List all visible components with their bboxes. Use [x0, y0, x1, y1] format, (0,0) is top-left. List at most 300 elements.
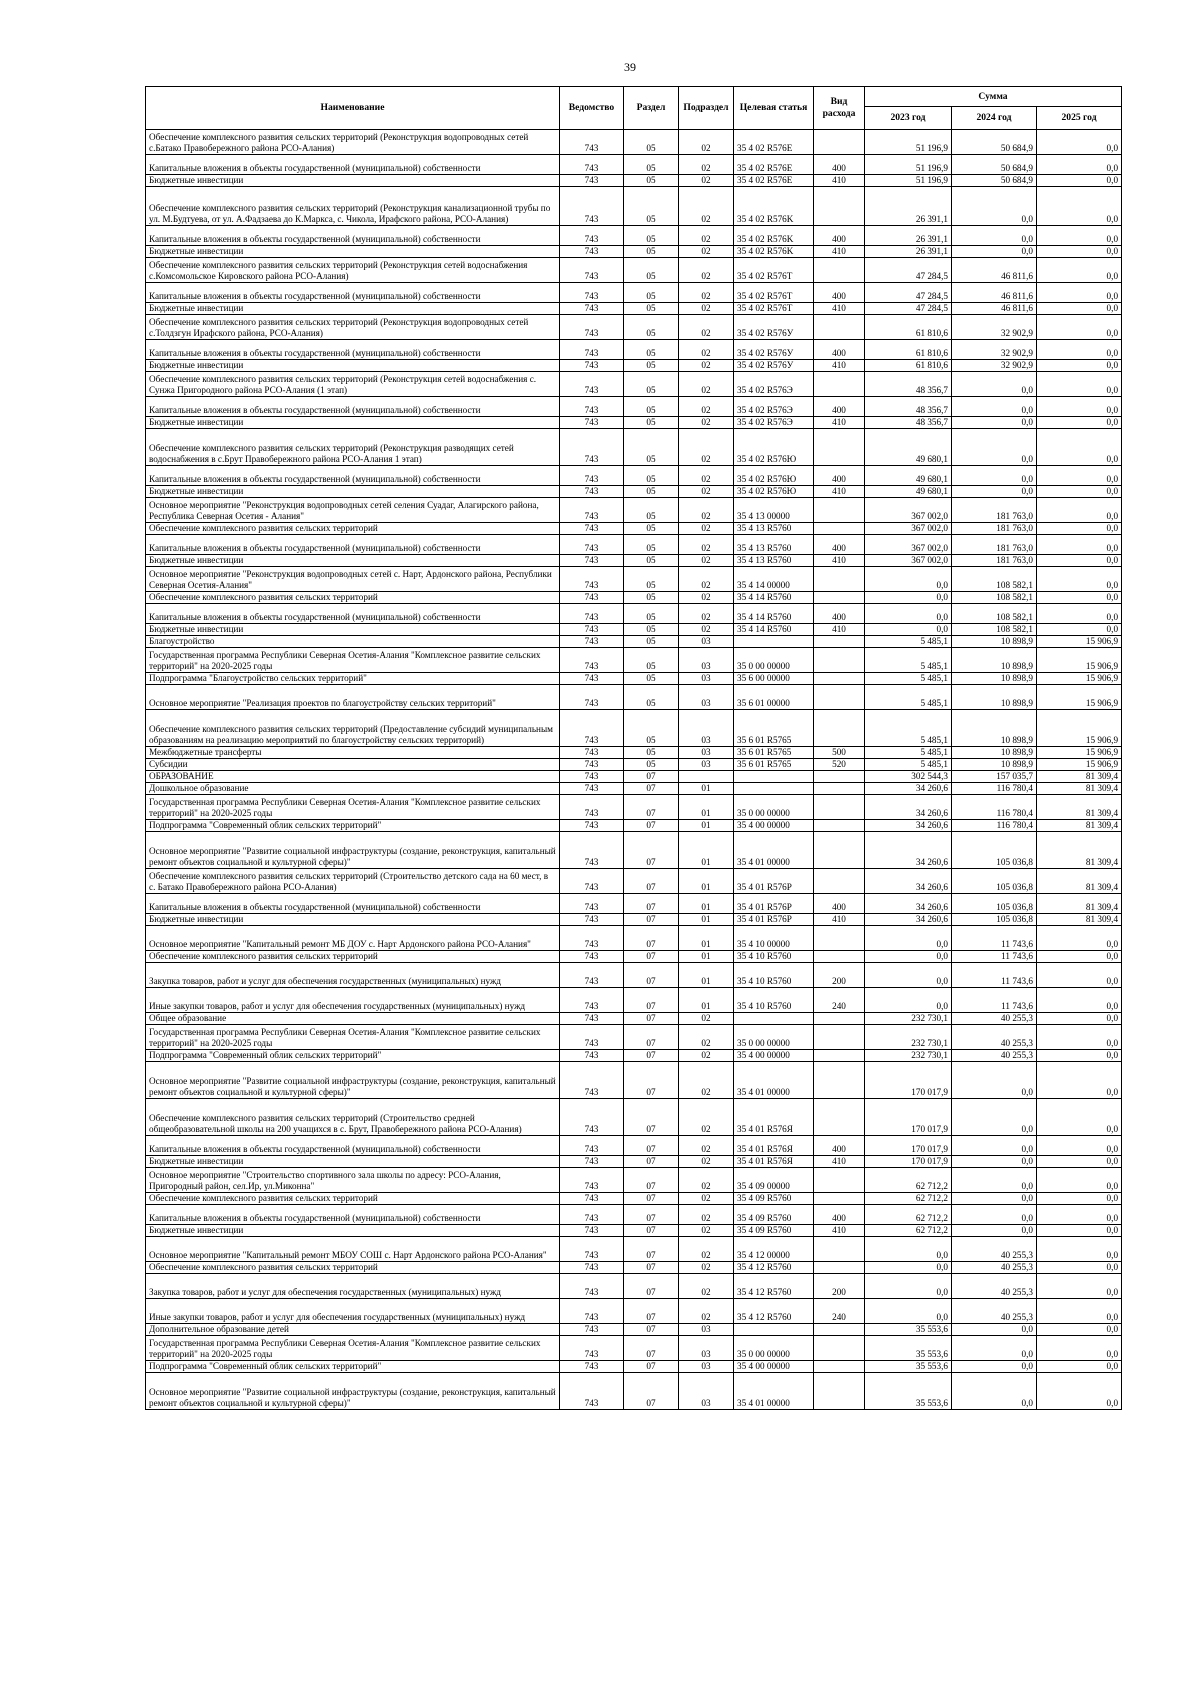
row-podrazdel: 02: [679, 523, 734, 535]
row-csr: 35 4 02 R576Э: [734, 417, 814, 429]
header-name: Наименование: [146, 87, 560, 130]
row-podrazdel: 01: [679, 832, 734, 869]
row-csr: 35 4 12 R5760: [734, 1262, 814, 1274]
row-2024: 50 684,9: [952, 175, 1037, 187]
row-name: Основное мероприятие "Развитие социальной инфраструктуры (создание, реконструкция, капитальный ремонт объектов социальной и культурной сферы)": [146, 1373, 560, 1410]
row-2025: 0,0: [1037, 1099, 1122, 1136]
row-name: Основное мероприятие "Развитие социальной инфраструктуры (создание, реконструкция, капитальный ремонт объектов социальной и культурной сферы)": [146, 1062, 560, 1099]
row-2023: 5 485,1: [865, 759, 952, 771]
row-csr: 35 4 02 R576T: [734, 258, 814, 283]
row-csr: 35 4 09 R5760: [734, 1205, 814, 1225]
row-ved: 743: [560, 1274, 624, 1299]
row-podrazdel: 02: [679, 155, 734, 175]
row-2025: 81 309,4: [1037, 795, 1122, 820]
row-2023: 0,0: [865, 988, 952, 1013]
row-name: Обеспечение комплексного развития сельских территорий: [146, 523, 560, 535]
row-ved: 743: [560, 360, 624, 372]
row-vid: [814, 429, 865, 466]
row-2025: 15 906,9: [1037, 747, 1122, 759]
row-2023: 62 712,2: [865, 1168, 952, 1193]
row-2023: 62 712,2: [865, 1225, 952, 1237]
row-razdel: 07: [624, 1193, 679, 1205]
row-razdel: 05: [624, 303, 679, 315]
row-2024: 40 255,3: [952, 1274, 1037, 1299]
row-podrazdel: 02: [679, 1205, 734, 1225]
row-ved: 743: [560, 759, 624, 771]
row-csr: 35 4 00 00000: [734, 820, 814, 832]
row-ved: 743: [560, 624, 624, 636]
row-2023: 170 017,9: [865, 1136, 952, 1156]
row-razdel: 07: [624, 1373, 679, 1410]
row-vid: [814, 648, 865, 673]
row-name: Бюджетные инвестиции: [146, 1225, 560, 1237]
row-2023: 35 553,6: [865, 1373, 952, 1410]
table-row: [146, 1050, 1122, 1062]
row-ved: 743: [560, 372, 624, 397]
row-podrazdel: 01: [679, 820, 734, 832]
row-2023: 5 485,1: [865, 685, 952, 710]
row-2025: 0,0: [1037, 604, 1122, 624]
row-razdel: 05: [624, 555, 679, 567]
row-2024: 10 898,9: [952, 747, 1037, 759]
header-ved: Ведомство: [560, 87, 624, 130]
row-podrazdel: 02: [679, 429, 734, 466]
row-2025: 81 309,4: [1037, 894, 1122, 914]
row-name: Государственная программа Республики Северная Осетия-Алания "Комплексное развитие сельских территорий" на 2020-2025 годы: [146, 1025, 560, 1050]
table-row: [146, 963, 1122, 988]
row-2025: 0,0: [1037, 360, 1122, 372]
table-row: [146, 592, 1122, 604]
row-name: Подпрограмма "Современный облик сельских территорий": [146, 1361, 560, 1373]
row-ved: 743: [560, 130, 624, 155]
row-vid: [814, 567, 865, 592]
table-row: [146, 951, 1122, 963]
row-podrazdel: 02: [679, 1025, 734, 1050]
table-row: [146, 1262, 1122, 1274]
row-name: Основное мероприятие "Развитие социальной инфраструктуры (создание, реконструкция, капитальный ремонт объектов социальной и культурной сферы)": [146, 832, 560, 869]
row-razdel: 05: [624, 685, 679, 710]
row-podrazdel: 02: [679, 1274, 734, 1299]
row-vid: 410: [814, 1156, 865, 1168]
row-vid: [814, 1193, 865, 1205]
row-name: Бюджетные инвестиции: [146, 360, 560, 372]
row-podrazdel: 03: [679, 1361, 734, 1373]
row-2025: 0,0: [1037, 567, 1122, 592]
row-2023: 26 391,1: [865, 226, 952, 246]
row-2023: 49 680,1: [865, 429, 952, 466]
row-vid: [814, 1168, 865, 1193]
row-razdel: 05: [624, 429, 679, 466]
row-2024: 11 743,6: [952, 926, 1037, 951]
row-2025: 0,0: [1037, 926, 1122, 951]
row-razdel: 07: [624, 869, 679, 894]
row-csr: 35 4 02 R576У: [734, 315, 814, 340]
row-2024: 0,0: [952, 1373, 1037, 1410]
row-2025: 0,0: [1037, 1136, 1122, 1156]
row-2025: 0,0: [1037, 555, 1122, 567]
table-row: [146, 1136, 1122, 1156]
row-2025: 0,0: [1037, 1237, 1122, 1262]
row-2023: 0,0: [865, 963, 952, 988]
row-2025: 0,0: [1037, 988, 1122, 1013]
row-2024: 0,0: [952, 226, 1037, 246]
row-ved: 743: [560, 1262, 624, 1274]
row-ved: 743: [560, 303, 624, 315]
row-vid: [814, 1237, 865, 1262]
table-row: [146, 567, 1122, 592]
row-ved: 743: [560, 648, 624, 673]
row-2023: 51 196,9: [865, 155, 952, 175]
table-row: [146, 1062, 1122, 1099]
row-2025: 0,0: [1037, 187, 1122, 226]
row-2023: 0,0: [865, 1299, 952, 1324]
row-2025: 0,0: [1037, 246, 1122, 258]
row-name: Закупка товаров, работ и услуг для обеспечения государственных (муниципальных) нужд: [146, 1274, 560, 1299]
row-name: ОБРАЗОВАНИЕ: [146, 771, 560, 783]
row-2023: 35 553,6: [865, 1336, 952, 1361]
table-row: [146, 1324, 1122, 1336]
row-csr: [734, 783, 814, 795]
row-2024: 40 255,3: [952, 1262, 1037, 1274]
row-ved: 743: [560, 1136, 624, 1156]
row-podrazdel: 02: [679, 283, 734, 303]
table-row: [146, 523, 1122, 535]
row-vid: 410: [814, 1225, 865, 1237]
row-name: Иные закупки товаров, работ и услуг для обеспечения государственных (муниципальных) нужд: [146, 988, 560, 1013]
row-2023: 62 712,2: [865, 1193, 952, 1205]
table-row: [146, 926, 1122, 951]
row-razdel: 05: [624, 175, 679, 187]
row-ved: 743: [560, 1099, 624, 1136]
row-2023: 302 544,3: [865, 771, 952, 783]
row-podrazdel: 02: [679, 1099, 734, 1136]
row-csr: 35 4 01 00000: [734, 1062, 814, 1099]
row-2023: 0,0: [865, 1262, 952, 1274]
row-vid: [814, 710, 865, 747]
row-2025: 0,0: [1037, 372, 1122, 397]
row-csr: 35 4 01 00000: [734, 1373, 814, 1410]
row-razdel: 07: [624, 894, 679, 914]
row-vid: [814, 372, 865, 397]
row-podrazdel: 02: [679, 130, 734, 155]
row-razdel: 05: [624, 523, 679, 535]
row-podrazdel: 02: [679, 1225, 734, 1237]
row-2024: 116 780,4: [952, 820, 1037, 832]
row-2023: 61 810,6: [865, 315, 952, 340]
table-row: [146, 246, 1122, 258]
row-2024: 46 811,6: [952, 303, 1037, 315]
table-row: [146, 1361, 1122, 1373]
table-row: [146, 283, 1122, 303]
table-row: [146, 988, 1122, 1013]
row-2023: 26 391,1: [865, 246, 952, 258]
table-row: [146, 555, 1122, 567]
row-ved: 743: [560, 894, 624, 914]
row-2023: 34 260,6: [865, 894, 952, 914]
row-ved: 743: [560, 820, 624, 832]
row-vid: 410: [814, 624, 865, 636]
row-csr: 35 4 10 R5760: [734, 988, 814, 1013]
row-csr: 35 0 00 00000: [734, 1336, 814, 1361]
table-row: [146, 486, 1122, 498]
row-2024: 181 763,0: [952, 535, 1037, 555]
row-2023: 5 485,1: [865, 636, 952, 648]
row-2025: 15 906,9: [1037, 759, 1122, 771]
table-row: [146, 372, 1122, 397]
header-2024: 2024 год: [952, 107, 1037, 130]
header-csr: Целевая статья: [734, 87, 814, 130]
row-2023: 170 017,9: [865, 1156, 952, 1168]
row-2024: 181 763,0: [952, 498, 1037, 523]
row-razdel: 07: [624, 1013, 679, 1025]
row-razdel: 05: [624, 673, 679, 685]
row-ved: 743: [560, 673, 624, 685]
row-2025: 0,0: [1037, 175, 1122, 187]
table-row: [146, 795, 1122, 820]
row-2025: 15 906,9: [1037, 685, 1122, 710]
row-2024: 0,0: [952, 1225, 1037, 1237]
row-2023: 5 485,1: [865, 673, 952, 685]
row-vid: 410: [814, 175, 865, 187]
row-podrazdel: 01: [679, 894, 734, 914]
row-razdel: 07: [624, 926, 679, 951]
row-razdel: 05: [624, 624, 679, 636]
row-ved: 743: [560, 636, 624, 648]
row-razdel: 07: [624, 1299, 679, 1324]
row-vid: [814, 673, 865, 685]
row-ved: 743: [560, 747, 624, 759]
row-2024: 40 255,3: [952, 1237, 1037, 1262]
row-name: Иные закупки товаров, работ и услуг для обеспечения государственных (муниципальных) нужд: [146, 1299, 560, 1324]
row-ved: 743: [560, 555, 624, 567]
row-2025: 81 309,4: [1037, 820, 1122, 832]
row-2023: 367 002,0: [865, 498, 952, 523]
row-name: Капитальные вложения в объекты государственной (муниципальной) собственности: [146, 283, 560, 303]
row-name: Капитальные вложения в объекты государственной (муниципальной) собственности: [146, 1205, 560, 1225]
table-row: [146, 869, 1122, 894]
row-vid: [814, 926, 865, 951]
row-podrazdel: 02: [679, 1013, 734, 1025]
row-ved: 743: [560, 1336, 624, 1361]
row-ved: 743: [560, 1237, 624, 1262]
row-podrazdel: 03: [679, 648, 734, 673]
table-row: [146, 226, 1122, 246]
row-2023: 0,0: [865, 926, 952, 951]
row-podrazdel: 01: [679, 869, 734, 894]
row-csr: 35 4 10 R5760: [734, 963, 814, 988]
row-razdel: 07: [624, 1336, 679, 1361]
row-2024: 10 898,9: [952, 648, 1037, 673]
row-ved: 743: [560, 1205, 624, 1225]
row-razdel: 07: [624, 1274, 679, 1299]
row-2025: 0,0: [1037, 963, 1122, 988]
row-csr: 35 4 09 00000: [734, 1168, 814, 1193]
row-2025: 0,0: [1037, 1262, 1122, 1274]
row-2025: 15 906,9: [1037, 673, 1122, 685]
row-name: Государственная программа Республики Северная Осетия-Алания "Комплексное развитие сельских территорий" на 2020-2025 годы: [146, 648, 560, 673]
table-row: [146, 130, 1122, 155]
row-podrazdel: 01: [679, 951, 734, 963]
row-2024: 50 684,9: [952, 130, 1037, 155]
row-podrazdel: 02: [679, 1299, 734, 1324]
row-ved: 743: [560, 1225, 624, 1237]
row-2023: 47 284,5: [865, 283, 952, 303]
row-2024: 0,0: [952, 1361, 1037, 1373]
row-2024: 108 582,1: [952, 567, 1037, 592]
row-2023: 47 284,5: [865, 258, 952, 283]
row-csr: 35 4 02 R576Э: [734, 397, 814, 417]
row-name: Капитальные вложения в объекты государственной (муниципальной) собственности: [146, 226, 560, 246]
row-vid: [814, 130, 865, 155]
row-name: Бюджетные инвестиции: [146, 303, 560, 315]
row-ved: 743: [560, 771, 624, 783]
row-csr: 35 4 02 R576T: [734, 303, 814, 315]
row-2023: 0,0: [865, 624, 952, 636]
table-row: [146, 648, 1122, 673]
row-2025: 0,0: [1037, 397, 1122, 417]
row-ved: 743: [560, 951, 624, 963]
row-csr: 35 4 02 R576K: [734, 187, 814, 226]
row-name: Дополнительное образование детей: [146, 1324, 560, 1336]
row-2024: 108 582,1: [952, 592, 1037, 604]
row-name: Бюджетные инвестиции: [146, 624, 560, 636]
row-razdel: 07: [624, 1168, 679, 1193]
row-podrazdel: 02: [679, 258, 734, 283]
row-vid: 400: [814, 1136, 865, 1156]
table-row: [146, 187, 1122, 226]
row-2025: 15 906,9: [1037, 636, 1122, 648]
row-vid: 410: [814, 417, 865, 429]
table-row: [146, 604, 1122, 624]
row-2023: 232 730,1: [865, 1050, 952, 1062]
row-2024: 40 255,3: [952, 1299, 1037, 1324]
row-podrazdel: 02: [679, 1262, 734, 1274]
row-ved: 743: [560, 523, 624, 535]
row-vid: [814, 592, 865, 604]
row-2023: 62 712,2: [865, 1205, 952, 1225]
row-ved: 743: [560, 315, 624, 340]
row-vid: 410: [814, 360, 865, 372]
row-csr: 35 6 01 00000: [734, 685, 814, 710]
row-ved: 743: [560, 1013, 624, 1025]
table-row: [146, 258, 1122, 283]
row-2025: 0,0: [1037, 951, 1122, 963]
row-csr: 35 4 00 00000: [734, 1050, 814, 1062]
row-razdel: 07: [624, 1225, 679, 1237]
row-vid: [814, 1262, 865, 1274]
row-vid: [814, 771, 865, 783]
table-row: [146, 1025, 1122, 1050]
row-2023: 232 730,1: [865, 1025, 952, 1050]
row-2024: 0,0: [952, 1136, 1037, 1156]
row-vid: 200: [814, 963, 865, 988]
row-vid: [814, 498, 865, 523]
row-podrazdel: 02: [679, 246, 734, 258]
row-vid: 410: [814, 303, 865, 315]
row-csr: 35 4 14 R5760: [734, 592, 814, 604]
row-2025: 0,0: [1037, 226, 1122, 246]
row-2024: 0,0: [952, 429, 1037, 466]
row-csr: 35 4 01 R576Я: [734, 1099, 814, 1136]
row-vid: [814, 1062, 865, 1099]
header-podrazdel: Подраздел: [679, 87, 734, 130]
row-2024: 32 902,9: [952, 340, 1037, 360]
row-razdel: 05: [624, 636, 679, 648]
row-2025: 81 309,4: [1037, 869, 1122, 894]
row-2025: 0,0: [1037, 466, 1122, 486]
row-name: Бюджетные инвестиции: [146, 246, 560, 258]
row-podrazdel: 02: [679, 555, 734, 567]
row-csr: 35 4 09 R5760: [734, 1225, 814, 1237]
row-csr: 35 4 12 R5760: [734, 1299, 814, 1324]
row-vid: 200: [814, 1274, 865, 1299]
row-podrazdel: 02: [679, 397, 734, 417]
row-podrazdel: 02: [679, 1062, 734, 1099]
row-razdel: 07: [624, 1062, 679, 1099]
row-2025: 0,0: [1037, 258, 1122, 283]
row-ved: 743: [560, 1373, 624, 1410]
row-razdel: 07: [624, 820, 679, 832]
row-name: Капитальные вложения в объекты государственной (муниципальной) собственности: [146, 535, 560, 555]
row-podrazdel: 02: [679, 604, 734, 624]
table-row: [146, 685, 1122, 710]
row-name: Бюджетные инвестиции: [146, 1156, 560, 1168]
table-row: [146, 417, 1122, 429]
row-vid: [814, 832, 865, 869]
row-podrazdel: 01: [679, 988, 734, 1013]
row-name: Капитальные вложения в объекты государственной (муниципальной) собственности: [146, 894, 560, 914]
table-row: [146, 498, 1122, 523]
row-2024: 116 780,4: [952, 795, 1037, 820]
row-ved: 743: [560, 710, 624, 747]
row-ved: 743: [560, 226, 624, 246]
row-razdel: 07: [624, 1237, 679, 1262]
row-ved: 743: [560, 1324, 624, 1336]
row-csr: 35 4 00 00000: [734, 1361, 814, 1373]
row-csr: 35 4 12 00000: [734, 1237, 814, 1262]
row-csr: 35 4 13 R5760: [734, 523, 814, 535]
table-row: [146, 710, 1122, 747]
row-podrazdel: 03: [679, 747, 734, 759]
row-name: Государственная программа Республики Северная Осетия-Алания "Комплексное развитие сельских территорий" на 2020-2025 годы: [146, 795, 560, 820]
row-2024: 108 582,1: [952, 624, 1037, 636]
row-2023: 367 002,0: [865, 555, 952, 567]
row-2023: 48 356,7: [865, 397, 952, 417]
row-2025: 0,0: [1037, 624, 1122, 636]
row-2023: 35 553,6: [865, 1361, 952, 1373]
row-ved: 743: [560, 486, 624, 498]
row-podrazdel: 03: [679, 1324, 734, 1336]
row-name: Подпрограмма "Благоустройство сельских территорий": [146, 673, 560, 685]
row-razdel: 05: [624, 417, 679, 429]
row-razdel: 07: [624, 1156, 679, 1168]
row-csr: 35 6 01 R5765: [734, 759, 814, 771]
row-csr: 35 4 14 R5760: [734, 624, 814, 636]
row-ved: 743: [560, 604, 624, 624]
row-2023: 49 680,1: [865, 466, 952, 486]
row-razdel: 05: [624, 155, 679, 175]
row-csr: 35 4 14 00000: [734, 567, 814, 592]
row-vid: 400: [814, 604, 865, 624]
row-2023: 34 260,6: [865, 783, 952, 795]
row-2023: 0,0: [865, 1237, 952, 1262]
row-name: Основное мероприятие "Капитальный ремонт МБОУ СОШ с. Нарт Ардонского района РСО-Алания": [146, 1237, 560, 1262]
table-row: [146, 673, 1122, 685]
row-2024: 50 684,9: [952, 155, 1037, 175]
row-2024: 0,0: [952, 1324, 1037, 1336]
row-podrazdel: 03: [679, 710, 734, 747]
row-vid: [814, 1324, 865, 1336]
